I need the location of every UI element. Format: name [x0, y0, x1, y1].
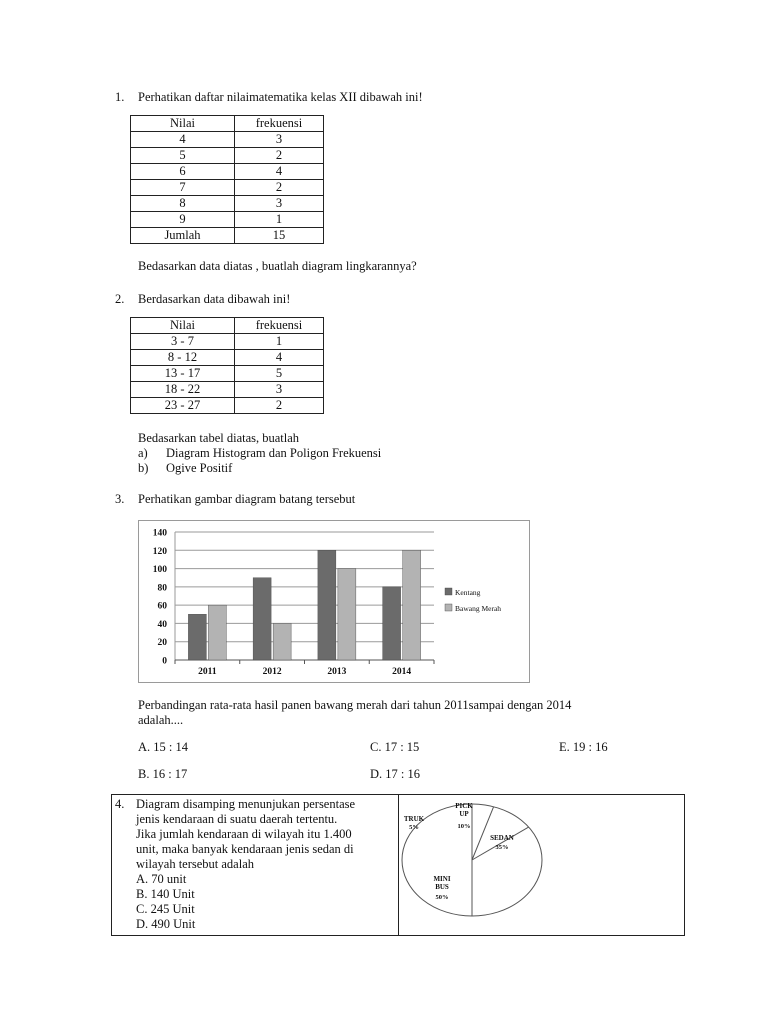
q4-option-a: A. 70 unit: [136, 872, 187, 886]
q2-number: 2.: [115, 292, 125, 306]
table-header-nilai: Nilai: [131, 318, 235, 334]
y-tick-label: 120: [152, 546, 167, 557]
y-tick-label: 80: [157, 583, 167, 594]
table-cell: 4: [235, 350, 324, 366]
y-tick-label: 20: [157, 638, 167, 649]
option-c: C. 17 : 15: [370, 740, 420, 754]
table-row: [131, 180, 324, 196]
table-cell: 8 - 12: [131, 350, 235, 366]
q2-task-b-text: Ogive Positif: [166, 461, 233, 475]
q4-line-3: Jika jumlah kendaraan di wilayah itu 1.400: [136, 827, 352, 841]
y-tick-label: 40: [157, 619, 167, 630]
table-cell: 6: [131, 164, 235, 180]
q4-line-2: jenis kendaraan di suatu daerah tertentu.: [136, 812, 338, 826]
table-cell: 8: [131, 196, 235, 212]
bar-kentang-2011: [188, 614, 206, 660]
table-cell: 7: [131, 180, 235, 196]
option-a: A. 15 : 14: [138, 740, 188, 754]
legend-swatch: [445, 604, 452, 611]
pie-slice-percent: 10%: [457, 823, 471, 830]
table-row: [131, 148, 324, 164]
q1-instruction: Bedasarkan data diatas , buatlah diagram lingkarannya?: [138, 259, 417, 273]
q4-option-b: B. 140 Unit: [136, 887, 195, 901]
pie-slice-percent: 35%: [495, 844, 509, 851]
table-header-nilai: Nilai: [131, 116, 235, 132]
pie-chart: [400, 795, 683, 934]
table-cell: 4: [235, 164, 324, 180]
table-cell: 3: [235, 196, 324, 212]
table-cell: 3: [235, 132, 324, 148]
table-row: [131, 228, 324, 244]
q4-line-1: Diagram disamping menunjukan persentase: [136, 797, 356, 811]
q4-column-divider: [398, 794, 399, 935]
q1-number: 1.: [115, 90, 125, 104]
pie-slice-label: BUS: [435, 883, 449, 891]
q3-question-line2: adalah....: [138, 713, 184, 727]
q2-task-a-label: a): [138, 446, 148, 460]
bar-kentang-2013: [318, 550, 336, 660]
table-header-frekuensi: frekuensi: [235, 116, 324, 132]
table-cell: 2: [235, 180, 324, 196]
table-cell: 23 - 27: [131, 398, 235, 414]
table-row: [131, 382, 324, 398]
option-d: D. 17 : 16: [370, 767, 420, 781]
table-cell: 1: [235, 334, 324, 350]
table-cell: 1: [235, 212, 324, 228]
table-cell: 3 - 7: [131, 334, 235, 350]
table-header-row: [131, 318, 324, 334]
option-e: E. 19 : 16: [559, 740, 608, 754]
table-header-row: [131, 116, 324, 132]
table-row: [131, 334, 324, 350]
table-cell: 5: [235, 366, 324, 382]
y-tick-label: 0: [162, 656, 167, 667]
bar-bawang-merah-2013: [338, 569, 356, 660]
q4-option-c: C. 245 Unit: [136, 902, 195, 916]
table-cell: 3: [235, 382, 324, 398]
bar-bawang-merah-2012: [273, 623, 291, 660]
pie-slice-label: UP: [459, 810, 469, 818]
table-header-frekuensi: frekuensi: [235, 318, 324, 334]
table-row: [131, 350, 324, 366]
legend-label: Kentang: [455, 588, 481, 597]
q2-text: Berdasarkan data dibawah ini!: [138, 292, 291, 306]
q1-text: Perhatikan daftar nilaimatematika kelas XII dibawah ini!: [138, 90, 423, 104]
y-tick-label: 140: [152, 528, 167, 539]
q4-line-5: wilayah tersebut adalah: [136, 857, 255, 871]
table-cell: 4: [131, 132, 235, 148]
q3-question-line1: Perbandingan rata-rata hasil panen bawang merah dari tahun 2011sampai dengan 2014: [138, 698, 572, 712]
table-cell: 2: [235, 148, 324, 164]
pie-slice-percent: 5%: [409, 824, 419, 831]
table-cell: 2: [235, 398, 324, 414]
q2-instruction: Bedasarkan tabel diatas, buatlah: [138, 431, 300, 445]
table-row: [131, 196, 324, 212]
q4-option-d: D. 490 Unit: [136, 917, 196, 931]
q3-text: Perhatikan gambar diagram batang tersebut: [138, 492, 356, 506]
bar-bawang-merah-2014: [403, 550, 421, 660]
table-cell: 9: [131, 212, 235, 228]
x-tick-label: 2014: [392, 667, 412, 677]
pie-slice-label: TRUK: [403, 815, 425, 823]
pie-slice-label: SEDAN: [490, 834, 514, 842]
legend-swatch: [445, 588, 452, 595]
pie-slice-label: MINI: [433, 875, 451, 883]
q2-task-a-text: Diagram Histogram dan Poligon Frekuensi: [166, 446, 382, 460]
q4-line-4: unit, maka banyak kendaraan jenis sedan di: [136, 842, 354, 856]
bar-bawang-merah-2011: [208, 605, 226, 660]
legend-label: Bawang Merah: [455, 604, 502, 613]
q2-task-b-label: b): [138, 461, 149, 475]
table-row: [131, 212, 324, 228]
table-row: [131, 164, 324, 180]
option-b: B. 16 : 17: [138, 767, 188, 781]
table-row: [131, 366, 324, 382]
q2-table: [130, 317, 324, 414]
table-cell: 13 - 17: [131, 366, 235, 382]
table-cell: 15: [235, 228, 324, 244]
q3-number: 3.: [115, 492, 125, 506]
y-tick-label: 60: [157, 601, 167, 612]
pie-slice-percent: 50%: [435, 894, 449, 901]
x-tick-label: 2012: [262, 667, 282, 677]
table-cell: 5: [131, 148, 235, 164]
table-row: [131, 398, 324, 414]
table-cell: Jumlah: [131, 228, 235, 244]
x-tick-label: 2011: [198, 667, 217, 677]
q4-number: 4.: [115, 797, 125, 811]
pie-slice-label: PICK: [455, 802, 473, 810]
y-tick-label: 100: [152, 565, 167, 576]
q1-table: [130, 115, 324, 244]
table-row: [131, 132, 324, 148]
x-tick-label: 2013: [327, 667, 347, 677]
bar-kentang-2012: [253, 578, 271, 660]
bar-kentang-2014: [383, 587, 401, 660]
bar-chart: [138, 520, 530, 683]
table-cell: 18 - 22: [131, 382, 235, 398]
